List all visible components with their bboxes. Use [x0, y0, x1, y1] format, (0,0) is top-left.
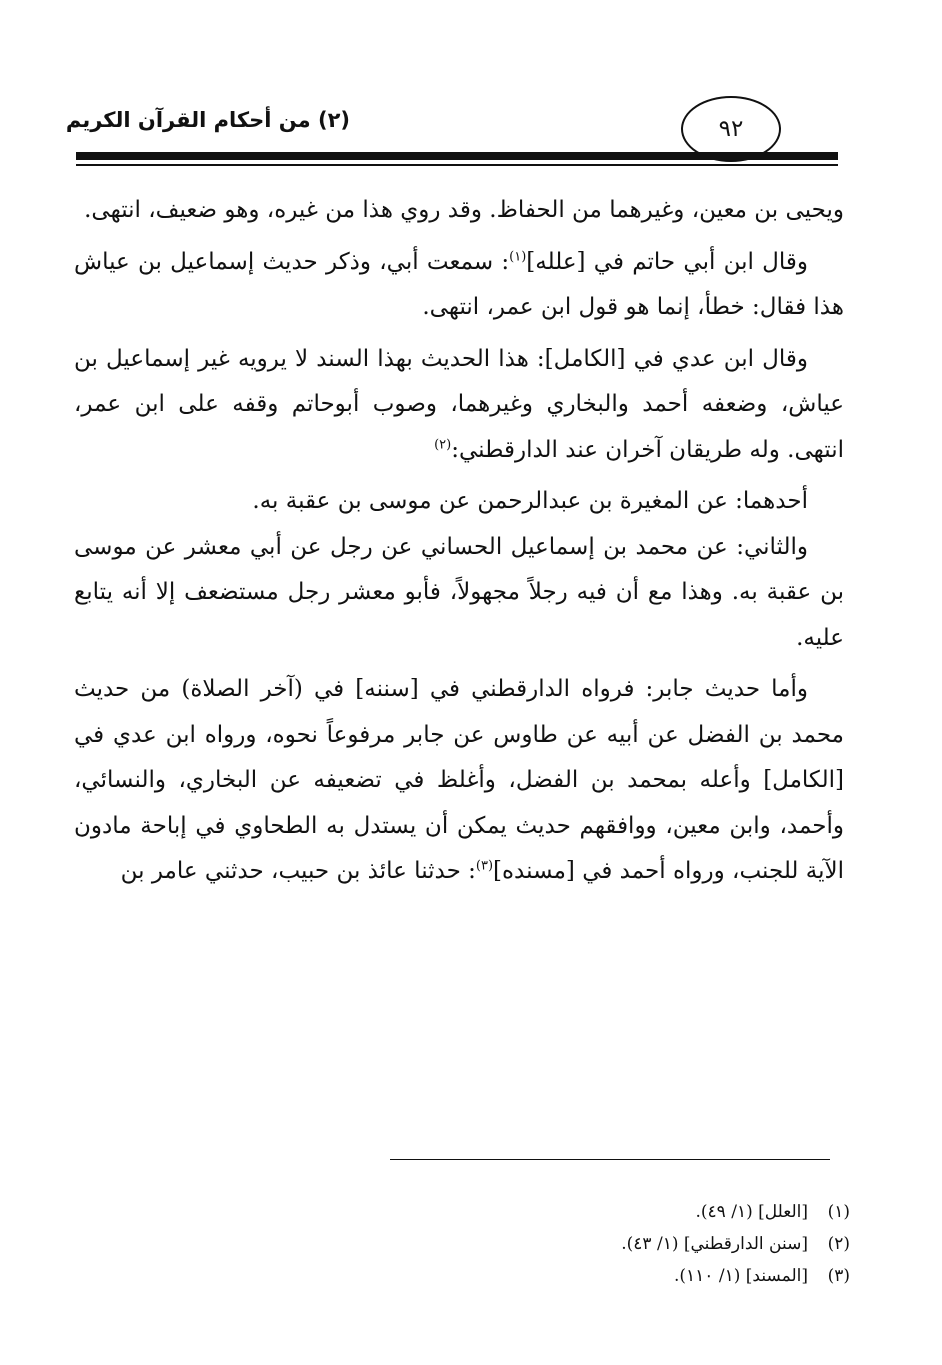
footnote-item [300, 1196, 850, 1228]
header-rule-thick [76, 152, 838, 160]
footnote-rule [390, 1159, 830, 1160]
footnote-text: [العلل] (١/ ٤٩). [695, 1202, 808, 1222]
page-number: ٩٢ [718, 116, 744, 142]
footnote-number: (٢) [827, 1234, 850, 1254]
paragraph-text: : سمعت أبي، وذكر حديث إسماعيل بن عياش هذا فقال: خطأ، إنما هو قول ابن عمر، انتهى. [74, 248, 844, 320]
paragraph-text: : حدثنا عائذ بن حبيب، حدثني عامر بن [120, 858, 476, 884]
paragraph-text: أحدهما: عن المغيرة بن عبدالرحمن عن موسى بن عقبة به. [252, 488, 808, 514]
paragraph [74, 240, 844, 331]
paragraph-text: وأما حديث جابر: فرواه الدارقطني في [سننه] في (آخر الصلاة) من حديث محمد بن الفضل عن أبيه عن طاوس عن جابر مرفوعاً نحوه، ورواه ابن عدي في [الكامل] وأعله بمحمد بن الفضل، وأغلظ في تضعيفه عن البخاري، والنسائي، وأحمد، وابن معين، ووافقهم حديث يمكن أن يستدل به الطحاوي في إباحة مادون الآية للجنب، ورواه أحمد في [مسنده] [74, 676, 844, 884]
footnote-item [300, 1260, 850, 1292]
footnote-text: [المسند] (١/ ١١٠). [674, 1266, 808, 1286]
footnote-item [300, 1228, 850, 1260]
footnote-ref: (٢) [434, 436, 452, 452]
paragraph-text: وقال ابن عدي في [الكامل]: هذا الحديث بهذا السند لا يرويه غير إسماعيل بن عياش، وضعفه أحمد والبخاري وغيرهما، وصوب أبوحاتم وقفه على ابن عمر، انتهى. وله طريقان آخران عند الدارقطني: [74, 345, 844, 463]
footnote-text: [سنن الدارقطني] (١/ ٤٣). [621, 1234, 808, 1254]
paragraph-text: والثاني: عن محمد بن إسماعيل الحساني عن رجل عن أبي معشر عن موسى بن عقبة به. وهذا مع أن فيه رجلاً مجهولاً، فأبو معشر رجل مستضعف إلا أنه يتابع عليه. [74, 533, 844, 651]
footnotes [300, 1196, 850, 1292]
paragraph-text: ويحيى بن معين، وغيرهما من الحفاظ. وقد روي هذا من غيره، وهو ضعيف، انتهى. [84, 197, 844, 223]
running-title: (٢) من أحكام القرآن الكريم [65, 108, 350, 132]
paragraph-text: وقال ابن أبي حاتم في [علله] [526, 248, 808, 275]
paragraph [74, 479, 844, 525]
paragraph [74, 337, 844, 474]
paragraph [74, 525, 844, 662]
body-text [74, 188, 844, 895]
footnote-ref: (٣) [475, 858, 494, 874]
paragraph [74, 667, 844, 895]
footnote-number: (٣) [827, 1266, 850, 1286]
header-rule-thin [76, 164, 838, 166]
footnote-number: (١) [827, 1202, 850, 1222]
paragraph [74, 188, 844, 234]
footnote-ref: (١) [509, 248, 527, 264]
